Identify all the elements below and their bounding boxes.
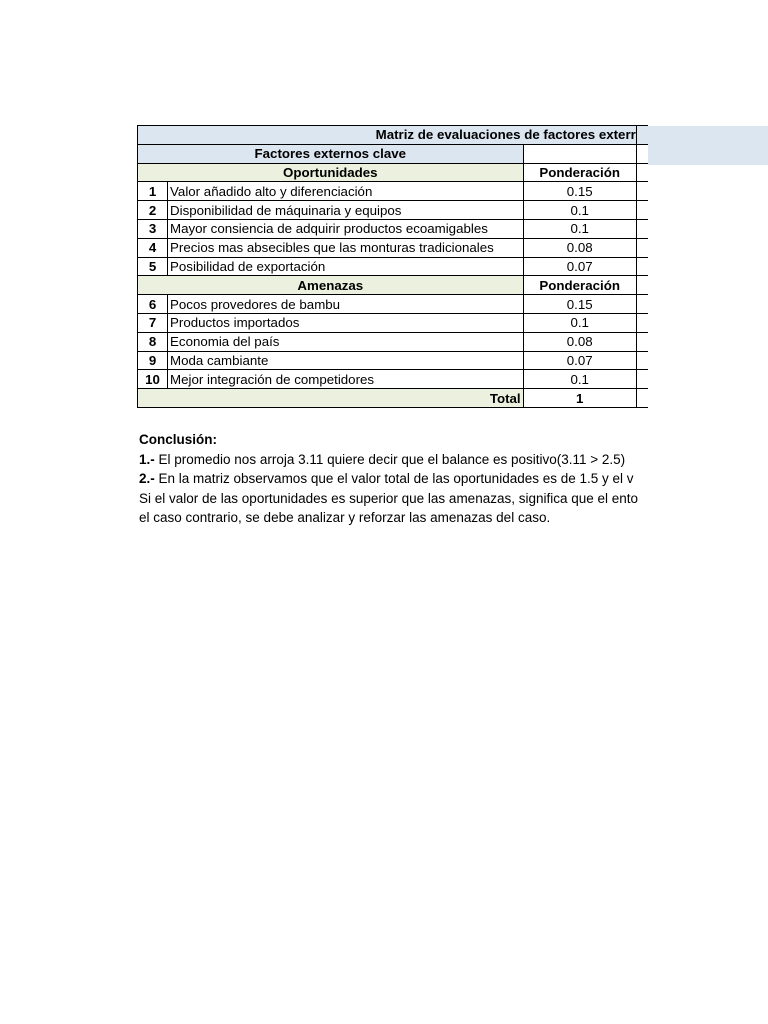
row-number: 5 [138, 257, 168, 276]
threats-header: Amenazas [138, 276, 524, 295]
table-row [138, 201, 649, 220]
weight-value: 0.15 [523, 182, 636, 201]
weight-value: 0.1 [523, 201, 636, 220]
weight-value: 0.1 [523, 370, 636, 389]
factor-name: Mayor consiencia de adquirir productos ecoamigables [168, 219, 524, 238]
conclusion-line-4: el caso contrario, se debe analizar y reforzar las amenazas del caso. [139, 510, 551, 525]
title-band-extension [648, 126, 768, 165]
point-2-prefix: 2.- [139, 471, 155, 486]
total-label: Total [138, 389, 524, 408]
row-number: 10 [138, 370, 168, 389]
weight-value: 0.07 [523, 351, 636, 370]
weight-value: 0.1 [523, 313, 636, 332]
point-2-text: En la matriz observamos que el valor total de las oportunidades es de 1.5 y el v [154, 471, 634, 486]
threats-header-row [138, 276, 649, 295]
factor-name: Posibilidad de exportación [168, 257, 524, 276]
table-row [138, 351, 649, 370]
factor-name: Disponibilidad de máquinaria y equipos [168, 201, 524, 220]
point-1-prefix: 1.- [139, 451, 155, 467]
table-row [138, 238, 649, 257]
conclusion-line-3: Si el valor de las oportunidades es superior que las amenazas, significa que el ento [139, 490, 639, 506]
table-row [138, 332, 649, 351]
factor-name: Moda cambiante [168, 351, 524, 370]
table-row [138, 370, 649, 389]
factor-name: Precios mas absecibles que las monturas tradicionales [168, 238, 524, 257]
weight-value: 0.1 [523, 219, 636, 238]
conclusion-heading: Conclusión: [139, 432, 217, 447]
weight-value: 0.08 [523, 238, 636, 257]
opportunities-header-row [138, 163, 649, 182]
factors-header-row [138, 144, 649, 163]
opportunities-weight-header: Ponderación [523, 163, 636, 182]
threats-weight-header: Ponderación [523, 276, 636, 295]
factor-name: Economia del país [168, 332, 524, 351]
weight-value: 0.07 [523, 257, 636, 276]
factor-name: Productos importados [168, 313, 524, 332]
row-number: 3 [138, 219, 168, 238]
matrix-title-row [138, 126, 649, 145]
conclusion-point-1 [139, 450, 648, 470]
factor-name: Mejor integración de competidores [168, 370, 524, 389]
table-row [138, 295, 649, 314]
matrix-title: Matriz de evaluaciones de factores exterr [138, 126, 637, 145]
factor-name: Valor añadido alto y diferenciación [168, 182, 524, 201]
conclusion-block [139, 430, 648, 528]
total-value: 1 [523, 389, 636, 408]
table-row [138, 182, 649, 201]
row-number: 2 [138, 201, 168, 220]
factors-header: Factores externos clave [138, 144, 524, 163]
efe-matrix-table [137, 125, 648, 408]
row-number: 8 [138, 332, 168, 351]
row-number: 9 [138, 351, 168, 370]
weight-value: 0.08 [523, 332, 636, 351]
factor-name: Pocos provedores de bambu [168, 295, 524, 314]
total-row [138, 389, 649, 408]
row-number: 7 [138, 313, 168, 332]
table-row [138, 257, 649, 276]
row-number: 6 [138, 295, 168, 314]
conclusion-point-2 [139, 469, 648, 489]
row-number: 1 [138, 182, 168, 201]
table-row [138, 219, 649, 238]
point-1-text: El promedio nos arroja 3.11 quiere decir que el balance es positivo(3.11 > 2.5) [154, 451, 626, 467]
table-row [138, 313, 649, 332]
matrix-viewport [137, 125, 648, 415]
row-number: 4 [138, 238, 168, 257]
weight-value: 0.15 [523, 295, 636, 314]
opportunities-header: Oportunidades [138, 163, 524, 182]
